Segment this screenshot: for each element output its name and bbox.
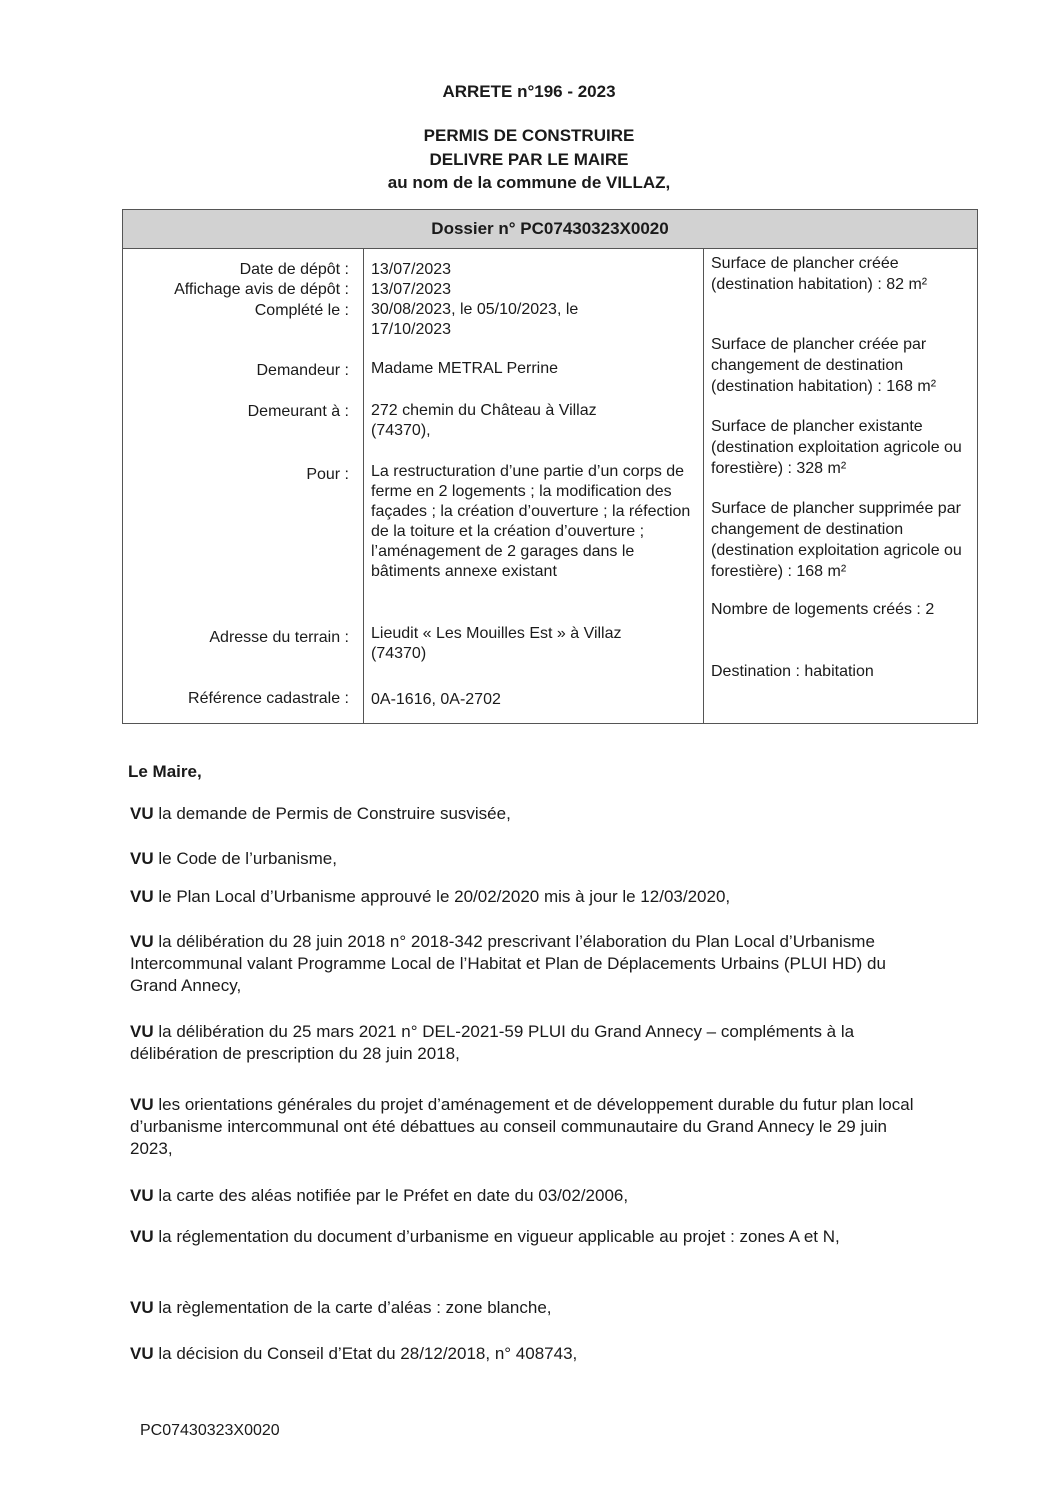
value-date-depot: 13/07/2023 (371, 261, 452, 278)
vu-item (130, 1226, 940, 1248)
value-demandeur: Madame METRAL Perrine (371, 360, 559, 377)
vu-item (130, 1343, 950, 1365)
destination: Destination : habitation (711, 663, 874, 680)
label-adresse-terrain: Adresse du terrain : (209, 629, 349, 646)
vu-keyword: VU (130, 932, 154, 951)
vu-keyword: VU (130, 804, 154, 823)
value-pour: La restructuration d’une partie d’un corps de ferme en 2 logements ; la modification des façades ; la création d’ouverture ; la réfection de la toiture et la création d’ouverture ; l’aménagement de 2 garages dans le bâtiments annexe existant (371, 463, 691, 580)
vu-item (130, 1021, 930, 1065)
vu-text: la délibération du 28 juin 2018 n° 2018-342 prescrivant l’élaboration du Plan Local d’Urbanisme Intercommunal valant Programme Local de l’Habitat et Plan de Déplacements Urbains (PLUI HD) du Grand Annecy, (130, 932, 886, 995)
vu-keyword: VU (130, 849, 154, 868)
label-pour: Pour : (306, 466, 349, 483)
label-reference-cadastrale: Référence cadastrale : (188, 690, 349, 707)
label-complete: Complété le : (254, 302, 349, 319)
vu-keyword: VU (130, 1022, 154, 1041)
commune-title: au nom de la commune de VILLAZ, (387, 173, 671, 192)
table-divider-right (703, 248, 704, 723)
dossier-table (122, 209, 978, 724)
surface-existante: Surface de plancher existante (destination exploitation agricole ou forestière) : 328 m² (711, 418, 962, 477)
vu-text: les orientations générales du projet d’aménagement et de développement durable du futur plan local d’urbanisme intercommunal ont été débattues au conseil communautaire du Grand Annecy le 29 juin 2023, (130, 1095, 914, 1158)
footer-reference: PC07430323X0020 (140, 1422, 280, 1439)
dossier-number: Dossier n° PC07430323X0020 (123, 210, 977, 249)
arrete-title: ARRETE n°196 - 2023 (442, 82, 616, 101)
vu-item (130, 931, 890, 997)
value-demeurant: 272 chemin du Château à Villaz (74370), (371, 402, 597, 439)
surface-changement-destination: Surface de plancher créée par changement de destination (destination habitation) : 168 m² (711, 336, 937, 395)
vu-keyword: VU (130, 1186, 154, 1205)
vu-item (130, 803, 950, 825)
table-divider-left (363, 248, 364, 723)
surface-supprimee: Surface de plancher supprimée par changement de destination (destination exploitation agricole ou forestière) : 168 m² (711, 500, 962, 580)
vu-item (130, 1297, 950, 1319)
nombre-logements: Nombre de logements créés : 2 (711, 601, 935, 618)
vu-text: la règlementation de la carte d’aléas : zone blanche, (158, 1298, 552, 1317)
vu-keyword: VU (130, 1298, 154, 1317)
vu-keyword: VU (130, 887, 154, 906)
vu-text: la délibération du 25 mars 2021 n° DEL-2021-59 PLUI du Grand Annecy – compléments à la délibération de prescription du 28 juin 2018, (130, 1022, 855, 1063)
label-demandeur: Demandeur : (256, 362, 349, 379)
delivre-title: DELIVRE PAR LE MAIRE (429, 150, 629, 169)
salutation: Le Maire, (128, 762, 202, 781)
vu-item (130, 1094, 920, 1160)
label-date-depot: Date de dépôt : (239, 261, 349, 278)
vu-keyword: VU (130, 1227, 154, 1246)
value-affichage: 13/07/2023 (371, 281, 452, 298)
vu-item (130, 1185, 950, 1207)
vu-text: le Code de l’urbanisme, (158, 849, 337, 868)
vu-item (130, 886, 950, 908)
vu-text: la réglementation du document d’urbanisme en vigueur applicable au projet : zones A et N, (158, 1227, 840, 1246)
vu-text: la demande de Permis de Construire susvisée, (158, 804, 511, 823)
vu-text: la décision du Conseil d’Etat du 28/12/2018, n° 408743, (158, 1344, 578, 1363)
value-adresse-terrain: Lieudit « Les Mouilles Est » à Villaz (74370) (371, 625, 622, 662)
value-reference-cadastrale: 0A-1616, 0A-2702 (371, 691, 501, 708)
value-complete: 30/08/2023, le 05/10/2023, le 17/10/2023 (371, 301, 579, 338)
vu-text: le Plan Local d’Urbanisme approuvé le 20/02/2020 mis à jour le 12/03/2020, (158, 887, 731, 906)
vu-text: la carte des aléas notifiée par le Préfet en date du 03/02/2006, (158, 1186, 629, 1205)
vu-keyword: VU (130, 1095, 154, 1114)
label-affichage: Affichage avis de dépôt : (174, 281, 349, 298)
permis-title: PERMIS DE CONSTRUIRE (423, 126, 635, 145)
label-demeurant: Demeurant à : (247, 403, 349, 420)
vu-item (130, 848, 950, 870)
surface-creee: Surface de plancher créée (destination habitation) : 82 m² (711, 255, 928, 293)
vu-keyword: VU (130, 1344, 154, 1363)
